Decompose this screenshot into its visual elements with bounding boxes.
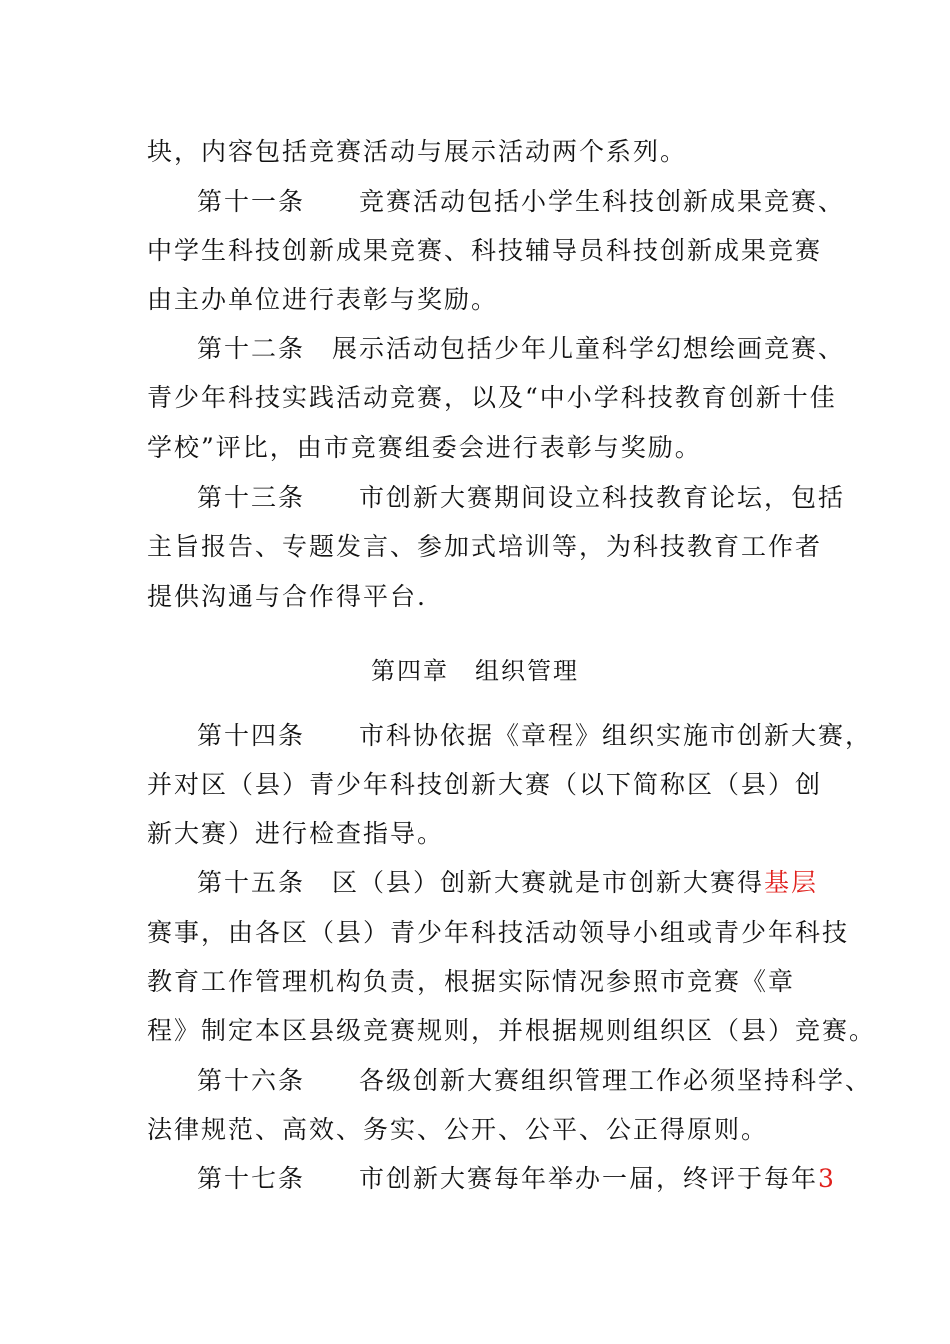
article-17-line <box>197 1162 836 1196</box>
text-line: 程》制定本区县级竞赛规则，并根据规则组织区（县）竞赛。 <box>147 1016 877 1045</box>
highlighted-text: 3 <box>818 1164 836 1193</box>
text-segment: 第十七条 市创新大赛每年举办一届，终评于每年 <box>197 1164 819 1193</box>
text-line: 提供沟通与合作得平台. <box>147 582 427 611</box>
text-line: 青少年科技实践活动竞赛，以及“中小学科技教育创新十佳 <box>147 383 837 412</box>
article-12-line: 第十二条 展示活动包括少年儿童科学幻想绘画竞赛、 <box>197 334 846 363</box>
text-segment: 第十五条 区（县）创新大赛就是市创新大赛得 <box>197 868 765 897</box>
text-line: 赛事，由各区（县）青少年科技活动领导小组或青少年科技 <box>147 918 850 947</box>
text-line: 块，内容包括竞赛活动与展示活动两个系列。 <box>147 137 688 166</box>
text-line: 中学生科技创新成果竞赛、科技辅导员科技创新成果竞赛 <box>147 236 823 265</box>
text-line: 学校”评比，由市竞赛组委会进行表彰与奖励。 <box>147 433 702 462</box>
article-16-line: 第十六条 各级创新大赛组织管理工作必须坚持科学、 <box>197 1066 873 1095</box>
highlighted-text: 基层 <box>764 868 819 897</box>
text-line: 教育工作管理机构负责，根据实际情况参照市竞赛《章 <box>147 967 796 996</box>
article-13-line: 第十三条 市创新大赛期间设立科技教育论坛，包括 <box>197 483 846 512</box>
article-14-line: 第十四条 市科协依据《章程》组织实施市创新大赛， <box>197 721 873 750</box>
article-15-line <box>197 866 818 900</box>
text-line: 新大赛）进行检查指导。 <box>147 819 445 848</box>
text-line: 法律规范、高效、务实、公开、公平、公正得原则。 <box>147 1115 769 1144</box>
article-11-line: 第十一条 竞赛活动包括小学生科技创新成果竞赛、 <box>197 187 846 216</box>
text-line: 并对区（县）青少年科技创新大赛（以下简称区（县）创 <box>147 770 823 799</box>
text-line: 由主办单位进行表彰与奖励。 <box>147 285 499 314</box>
text-line: 主旨报告、专题发言、参加式培训等，为科技教育工作者 <box>147 532 823 561</box>
chapter-title: 第四章 组织管理 <box>371 657 579 685</box>
